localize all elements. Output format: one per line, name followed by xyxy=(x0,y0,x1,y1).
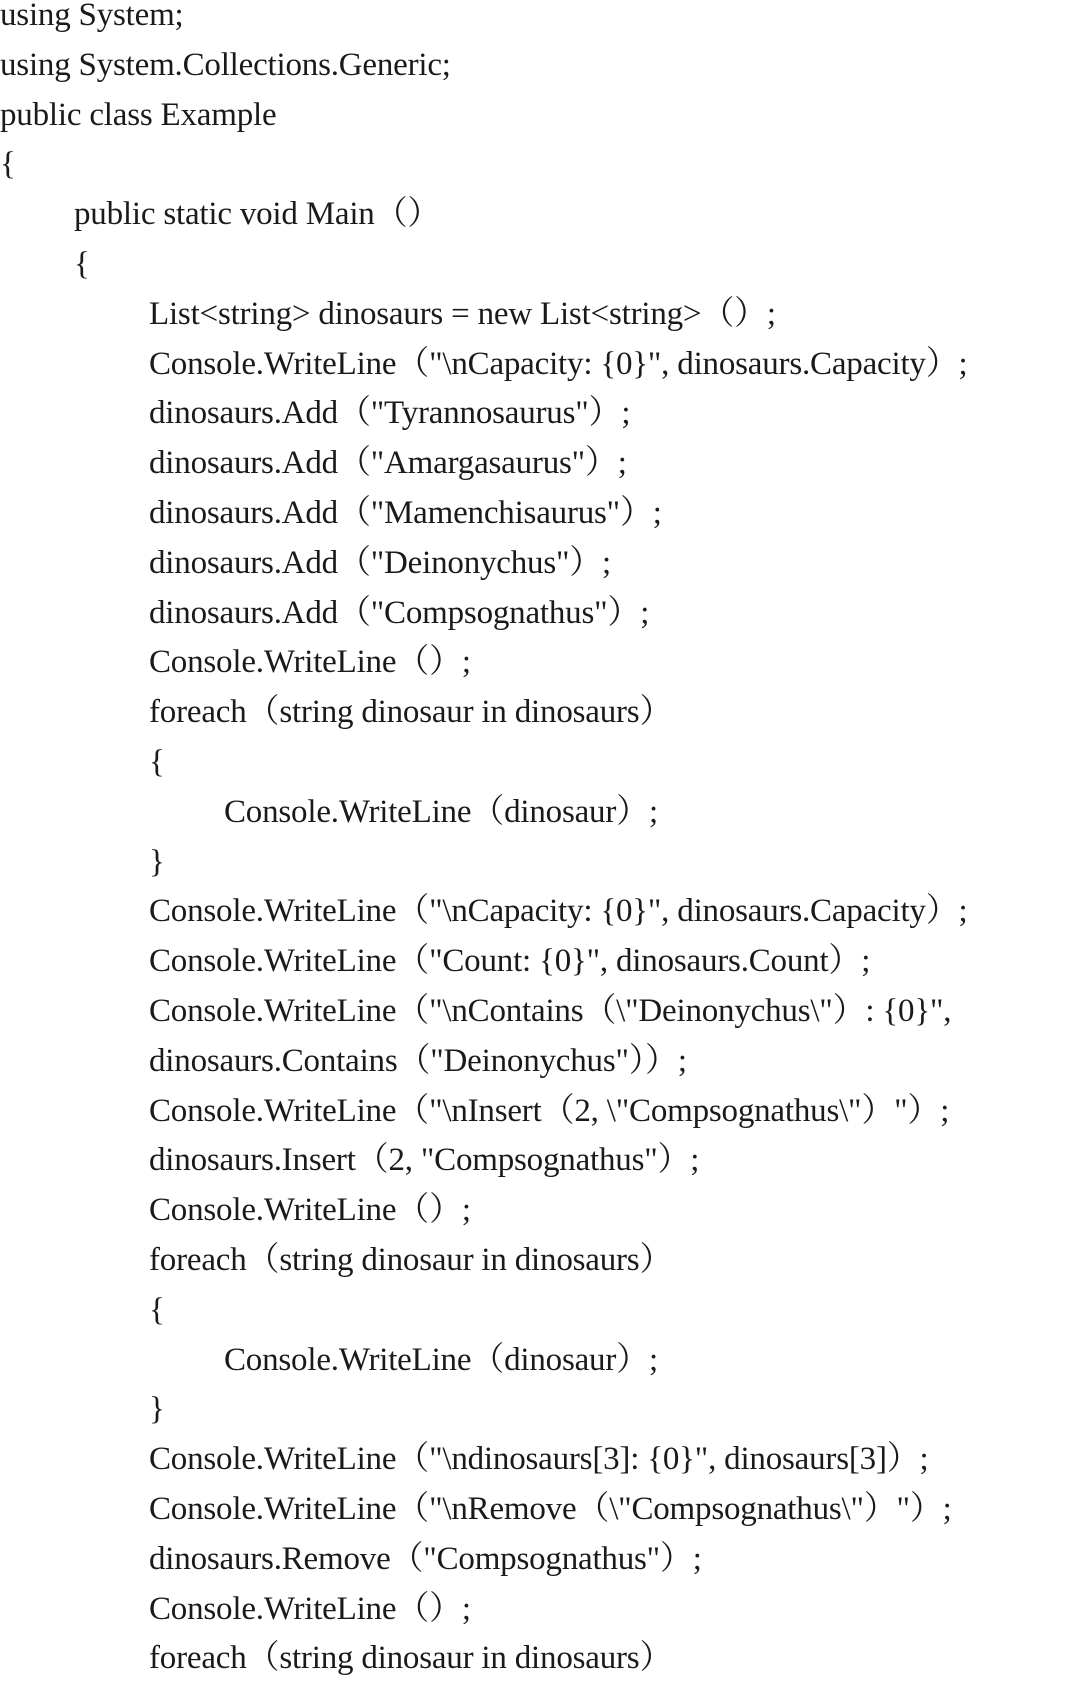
code-line: Console.WriteLine（）; xyxy=(149,1590,471,1627)
code-line: Console.WriteLine（）; xyxy=(149,1192,471,1229)
code-line: Console.WriteLine（dinosaur）; xyxy=(224,793,658,830)
code-line: dinosaurs.Contains（"Deinonychus"））; xyxy=(149,1042,687,1079)
code-line: { xyxy=(0,146,16,183)
code-line: dinosaurs.Add（"Amargasaurus"）; xyxy=(149,445,627,482)
code-line: Console.WriteLine（）; xyxy=(149,644,471,681)
code-line: dinosaurs.Insert（2, "Compsognathus"）; xyxy=(149,1142,700,1179)
code-line: Console.WriteLine（"\nCapacity: {0}", dinosaurs.Capacity）; xyxy=(149,893,968,930)
code-line: } xyxy=(149,1391,165,1428)
code-line: public static void Main（） xyxy=(74,196,441,233)
code-line: Console.WriteLine（"Count: {0}", dinosaurs.Count）; xyxy=(149,943,871,980)
code-line: Console.WriteLine（"\nContains（\"Deinonychus\"）: {0}", xyxy=(149,992,952,1029)
code-line: List<string> dinosaurs = new List<string>（）; xyxy=(149,295,776,332)
code-line: Console.WriteLine（"\ndinosaurs[3]: {0}", dinosaurs[3]）; xyxy=(149,1441,929,1478)
code-line: foreach（string dinosaur in dinosaurs） xyxy=(149,694,673,731)
code-line: Console.WriteLine（"\nRemove（\"Compsognathus\"）"）; xyxy=(149,1490,952,1527)
code-line: foreach（string dinosaur in dinosaurs） xyxy=(149,1640,673,1677)
code-line: dinosaurs.Add（"Deinonychus"）; xyxy=(149,544,612,581)
code-line: foreach（string dinosaur in dinosaurs） xyxy=(149,1241,673,1278)
code-line: Console.WriteLine（dinosaur）; xyxy=(224,1341,658,1378)
code-line: } xyxy=(149,843,165,880)
code-line: public class Example xyxy=(0,96,277,133)
code-line: using System; xyxy=(0,0,184,33)
code-line: using System.Collections.Generic; xyxy=(0,46,451,83)
code-line: Console.WriteLine（"\nCapacity: {0}", dinosaurs.Capacity）; xyxy=(149,345,968,382)
code-line: { xyxy=(149,1291,165,1328)
code-line: dinosaurs.Add（"Tyrannosaurus"）; xyxy=(149,395,631,432)
code-line: { xyxy=(74,245,90,282)
code-line: dinosaurs.Add（"Compsognathus"）; xyxy=(149,594,650,631)
code-line: { xyxy=(149,743,165,780)
code-line: dinosaurs.Remove（"Compsognathus"）; xyxy=(149,1540,702,1577)
code-line: dinosaurs.Add（"Mamenchisaurus"）; xyxy=(149,494,662,531)
code-line: Console.WriteLine（"\nInsert（2, \"Compsognathus\"）"）; xyxy=(149,1092,950,1129)
